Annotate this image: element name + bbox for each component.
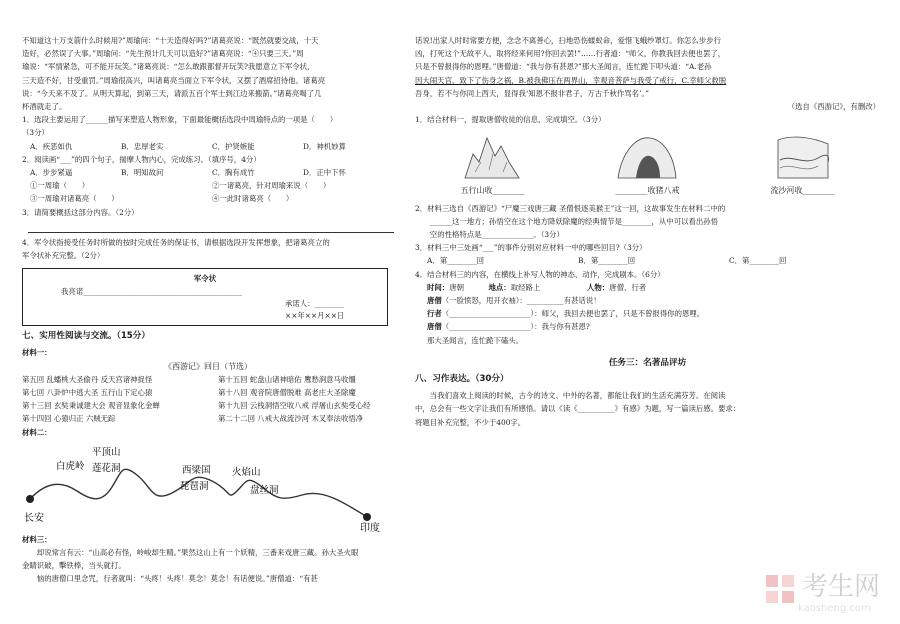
section-7-heading: 七、实用性阅读与交流。（15分） [22, 331, 150, 342]
map-label-pipadong: 琵琶洞 [180, 480, 209, 492]
chapter-item: 第七回 八卦炉中逃大圣 五行山下定心猿 [22, 388, 153, 398]
passage-line: 杯酒就走了。 [22, 102, 67, 112]
word-option: D．正中下怀 [303, 168, 346, 178]
journey-path-svg [22, 441, 394, 533]
question-4-cont: 军令状补充完整。（2分） [22, 251, 105, 261]
script-line: 那大圣闻言，连忙跪下磕头。 [427, 335, 524, 345]
passage-line: 三天造不好，甘受重罚。”周瑜很高兴，叫诸葛亮当面立下军令状，又摆了酒席招待他。诸葛亮 [22, 75, 326, 85]
essay-prompt-line: 中，总会有一些文字让我们有所感悟。请以《读《__________》有感》为题，写一篇读后感。要求： [415, 404, 741, 414]
role-tangseng: 唐僧 [427, 296, 442, 306]
time-value: 唐朝 [449, 282, 464, 292]
people-value: 唐僧、行者 [609, 282, 647, 292]
order-line: 我亮诺___________________________________________ [61, 287, 243, 297]
question-1: 1．选段主要运用了______描写来塑造人物形象，下面最能概括选段中周瑜特点的一项是（ ） [22, 115, 338, 125]
question-2-words [22, 166, 394, 179]
passage-line: 造好，必然误了大事。”周瑜问：“先生预计几天可以造好?”诸葛亮说：“④只要三天。”周 [22, 49, 304, 59]
question-2-fill-row [22, 192, 394, 205]
journey-map [22, 441, 394, 533]
material-1-title: 《西游记》回目（节选） [164, 361, 252, 371]
passage-line: 说：“今天来不及了。从明天算起，到第三天，请派五百个军士到江边来搬箭。”诸葛亮喝了几 [22, 88, 322, 98]
chapter-item: 第十八回 观音院唐僧脱难 高老庄大圣除魔 [218, 388, 356, 398]
script-line[interactable] [427, 320, 880, 333]
role-tangseng: 唐僧 [427, 322, 442, 332]
chapter-item: 第十九回 云栈洞悟空收八戒 浮屠山玄奘受心经 [218, 401, 371, 411]
map-label-huoyanshan: 火焰山 [232, 466, 261, 478]
passage-line: 不知道这十万支箭什么时候用?”周瑜问：“十天造得好吗?”诸葛亮说：“既然就要交战，十天 [22, 36, 319, 45]
question-4: 4．结合材料三的内容，在横线上补写人物的神态、动作，完成剧本。（6分） [415, 269, 665, 279]
illustration-captions [415, 184, 880, 197]
passage-line: 因大闹天宫，致下了伤身之祸，B.被我佛压在两界山，幸观音菩萨与我受了戒行，C.幸师父救脱 [415, 75, 727, 85]
river-illustration-icon [774, 132, 832, 180]
passage-line: 话说!出家人时时常要方便，念念不离善心，扫地恐伤蝼蚁命，爱惜飞蛾纱罩灯。你怎么步步行 [415, 36, 721, 45]
script-line[interactable] [427, 307, 880, 320]
script-block [415, 281, 880, 347]
question-2-fill-row [22, 179, 394, 192]
watermark-logo [764, 566, 880, 614]
mountain-illustration-icon [463, 132, 521, 180]
script-line[interactable] [427, 294, 880, 307]
question-3: 3．请简要概括这部分内容。（2分） [22, 207, 139, 217]
place-label: 地点： [488, 282, 511, 292]
question-2: 2．材料三选自《西游记》“尸魔三戏唐三藏 圣僧恨逐美猴王”这一回，这故事发生在材料二中的 [415, 203, 726, 213]
chapter-item: 第二十二回 八戒大战流沙河 木叉奉法收悟净 [218, 414, 364, 424]
fill-item[interactable]: ②一诸葛亮，针对周瑜来说（ ） [212, 181, 331, 191]
brand-url: kaosheng.com [797, 603, 871, 614]
map-label-baihuling: 白虎岭 [56, 460, 85, 472]
word-option: A．步步紧逼 [30, 168, 73, 178]
map-label-pansidong: 盘丝洞 [250, 484, 279, 496]
section-8-heading: 八、习作表达。（30分） [415, 374, 509, 385]
order-signer: 承诺人：________ [285, 299, 345, 309]
caption[interactable]: 流沙河收________ [770, 186, 835, 196]
passage-line: 只是不曾报得你的恩哩。”唐僧道：“我与你有甚恩?”那大圣闻言，连忙跪下叩头道：“A.老孙 [415, 62, 712, 72]
chapter-item: 第十四回 心猿归正 六贼无踪 [22, 414, 116, 424]
caption[interactable]: ________收猪八戒 [615, 186, 680, 196]
illustration-row [415, 132, 880, 180]
chapter-list [22, 373, 394, 426]
order-title: 军令状 [193, 274, 217, 284]
cave-illustration-icon [616, 132, 678, 180]
question-2-cont: ______这一地方；孙悟空在这个地方降妖除魔的经典情节是________，从中可以看出孙悟 [429, 216, 719, 226]
material-3-line: 却说常言有云：“山高必有怪，岭峻却生精。”果然这山上有一个妖精，三番来戏唐三藏。孙大圣火眼 [36, 548, 359, 558]
blank[interactable]: C．第________回 [729, 256, 787, 266]
passage-line: 凶，打死这个无故平人，取将经来何用?你回去罢!”……行者道：“师父，你教我回去便也罢了， [415, 49, 726, 59]
question-1: 1．结合材料一，提取唐僧收徒的信息，完成填空。（3分） [415, 115, 606, 125]
blank[interactable]: A．第________回 [427, 256, 485, 266]
chapter-item: 第十五回 蛇盘山诸神暗佑 鹰愁涧意马收缰 [218, 374, 356, 384]
question-3-blanks [415, 254, 880, 267]
map-label-yindu: 印度 [360, 522, 380, 533]
essay-prompt-line: 将题目补充完整，不少于400字。 [415, 417, 526, 427]
military-order-box[interactable] [22, 268, 388, 326]
material-2-label: 材料二： [22, 427, 52, 437]
map-label-changan: 长安 [24, 512, 44, 524]
source-note: （选自《西游记》，有删改） [787, 102, 880, 112]
map-label-pingdingshan: 平顶山 [92, 446, 121, 458]
question-1-options [22, 140, 394, 153]
place-value: 取经路上 [510, 282, 541, 292]
time-label: 时间： [427, 282, 450, 292]
fill-item[interactable]: ①一周瑜（ ） [30, 181, 90, 191]
material-3-line: 恼的唐僧口里念咒，行者就叫：“头疼！头疼！莫念！莫念！有话便说。”唐僧道：“有甚 [36, 574, 318, 584]
passage-line: 吾身，若不与你同上西天，显得我‘知恩不报非君子，万古千秋作骂名’。” [415, 88, 649, 98]
question-3: 3．材料三中三处画“___”的事件分别对应材料一中的哪些回目?（3分） [415, 243, 647, 253]
fill-item[interactable]: ③一周瑜对诸葛亮（ ） [30, 194, 119, 204]
answer-line[interactable] [28, 221, 394, 233]
word-option: B．明知故问 [121, 168, 164, 178]
question-2-cont: 空的性格特点是______________。（3分） [429, 230, 564, 240]
material-3-line: 金睛识破，擊铁棒，当头就打。 [22, 561, 126, 571]
script-text: （______________________）：我与你有甚恩? [441, 322, 590, 332]
script-text: （______________________）：师父，我回去便也罢了，只是不曾报得你的恩哩。 [441, 309, 705, 319]
role-xingzhe: 行者 [427, 309, 442, 319]
left-column [22, 34, 394, 586]
word-option: C．胸有成竹 [212, 168, 255, 178]
question-2: 2．阅读画“___”的四个句子，揣摩人物内心，完成练习。（填序号，4分） [22, 154, 261, 164]
option[interactable]: B．忠厚老实 [121, 141, 164, 151]
material-3-label: 材料三： [22, 534, 52, 544]
script-meta [427, 281, 880, 294]
essay-prompt-line: 当我们喜欢上阅读的时候，古今的诗文、中外的名著，都能让我们的生活充满芬芳。在阅读 [429, 391, 726, 401]
caption[interactable]: 五行山收________ [460, 186, 525, 196]
chapter-item: 第五回 乱蟠桃大圣偷丹 反天宫诸神捉怪 [22, 374, 153, 384]
order-date: ××年××月××日 [285, 311, 345, 321]
fill-item[interactable]: ④一此时诸葛亮（ ） [212, 194, 294, 204]
task-3-heading: 任务三：名著品评坊 [608, 357, 687, 368]
chapter-item: 第十三回 玄奘秉诚建大会 观音显象化金蝉 [22, 401, 160, 411]
people-label: 人物： [586, 282, 610, 292]
question-1-score: （3分） [22, 128, 49, 138]
option[interactable]: A．疾恶如仇 [30, 141, 73, 151]
brand-text: 考生网 [801, 572, 880, 602]
question-4: 4．军令状指接受任务时所做的按时完成任务的保证书，请根据选段开发挥想象，把诸葛亮立的 [22, 237, 330, 247]
blank[interactable]: B．第________回 [578, 256, 636, 266]
right-column [415, 34, 880, 429]
option[interactable]: C．护贤嫉能 [212, 141, 255, 151]
material-1-label: 材料一： [22, 348, 52, 358]
brand-mark-icon [764, 573, 798, 607]
passage-line: 瑜说：“军情紧急，可不能开玩笑。”诸葛亮说：“怎么敢跟都督开玩笑?我愿意立下军令状， [22, 62, 315, 72]
map-label-lianhuadong: 莲花洞 [92, 462, 121, 474]
map-label-xiliangguo: 西梁国 [182, 464, 211, 476]
script-text: （一脸愤怒，甩开衣袖）：__________有甚话说！ [441, 296, 601, 306]
option[interactable]: D．神机妙算 [303, 141, 346, 151]
